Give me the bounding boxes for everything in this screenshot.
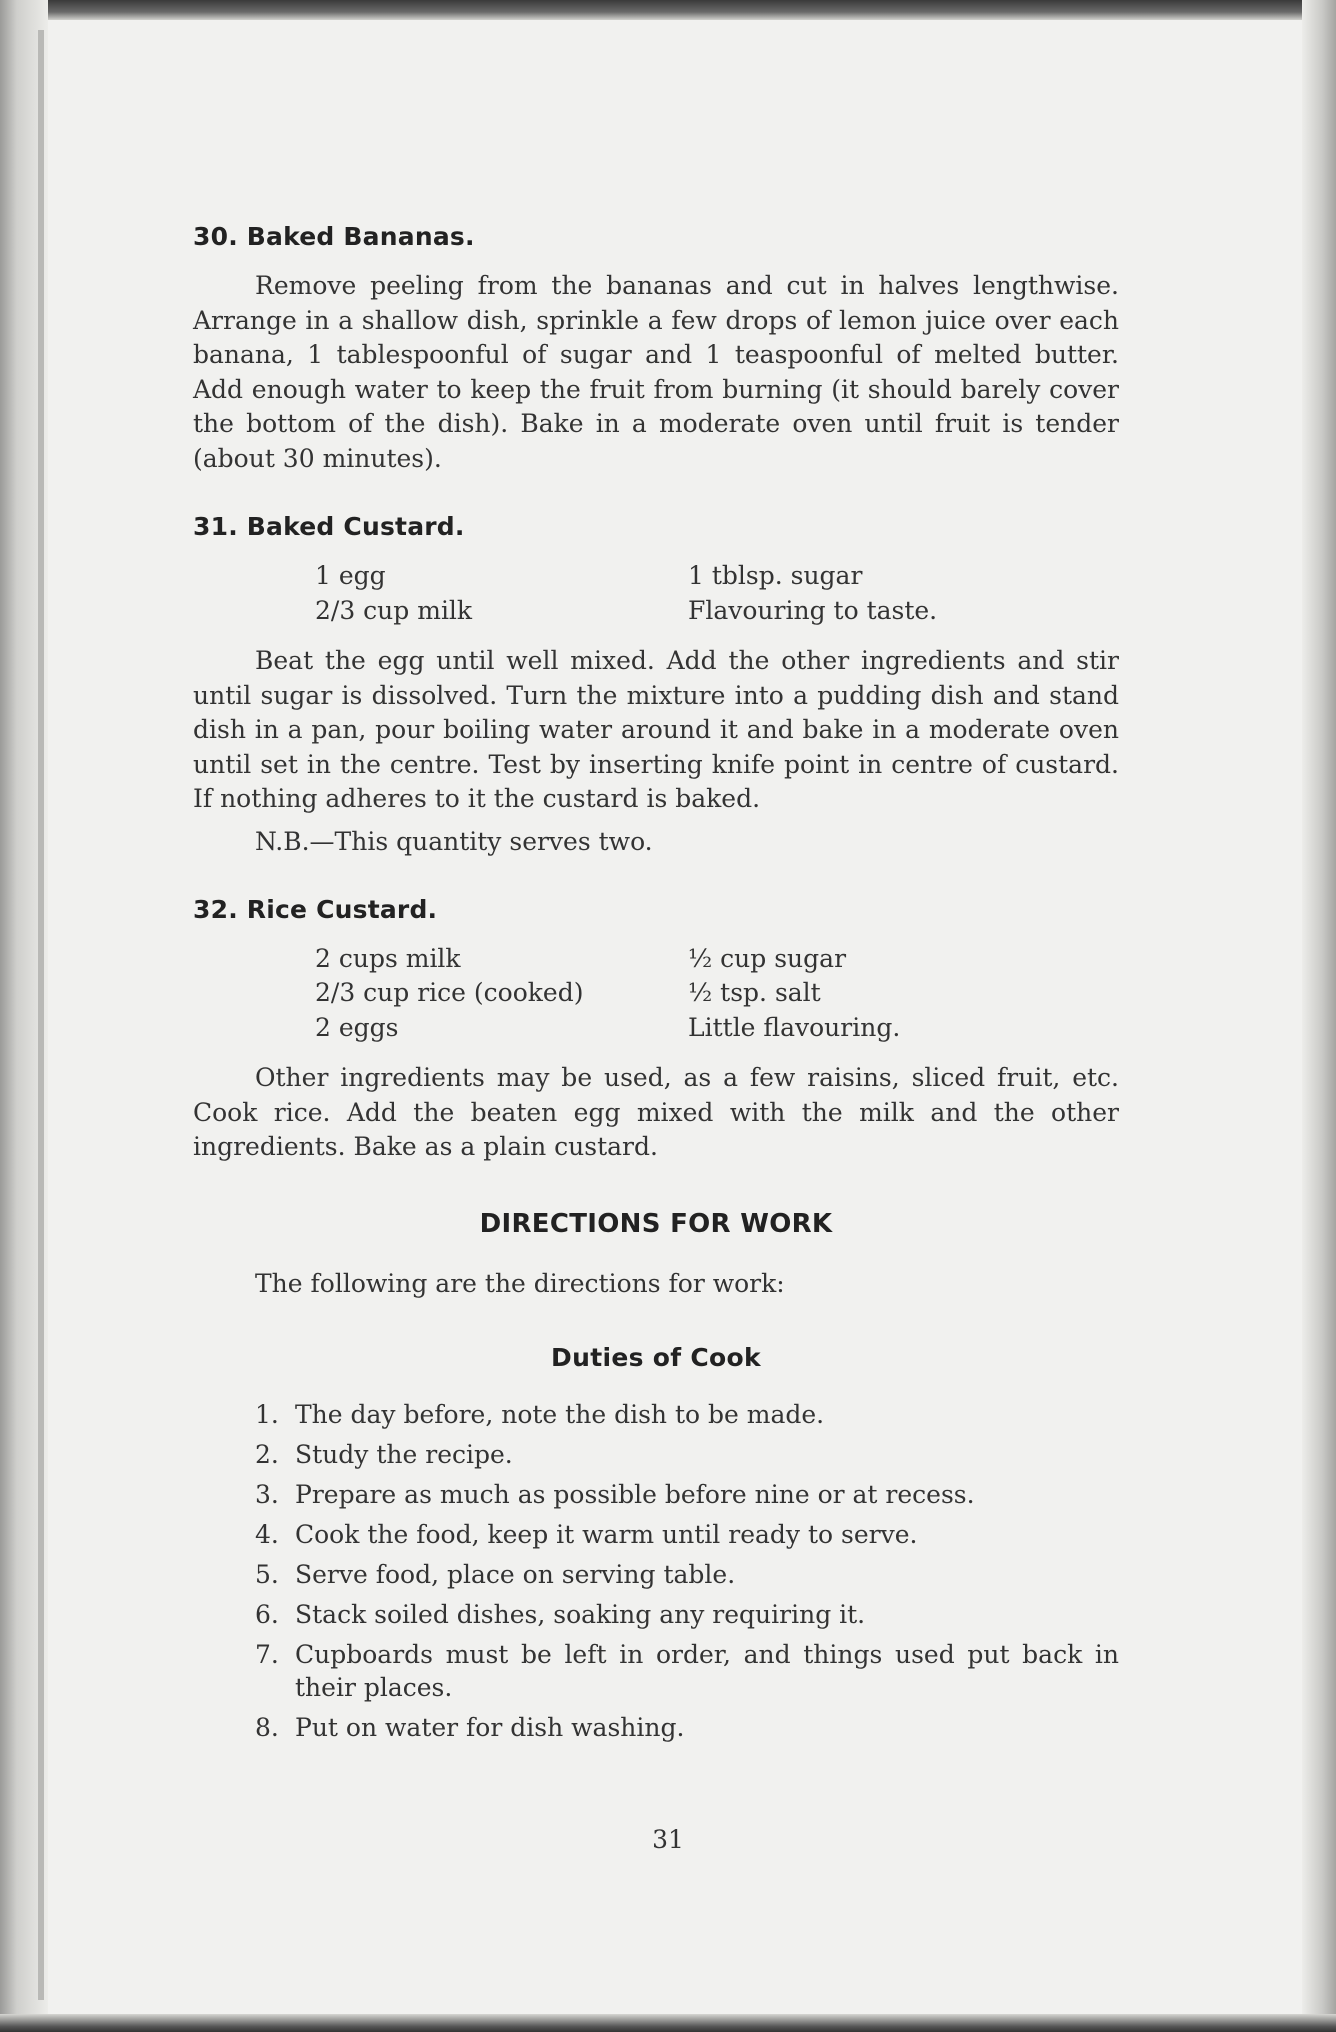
item-number: 1. [255, 1399, 279, 1429]
page-number: 31 [652, 1825, 684, 1854]
recipe-title: 31. Baked Custard. [193, 512, 465, 541]
duties-list [193, 1398, 1119, 1744]
item-text: Study the recipe. [295, 1439, 513, 1469]
ingredient: 2/3 cup rice (cooked) [315, 978, 584, 1007]
recipe-instructions: Other ingredients may be used, as a few raisins, sliced fruit, etc. Cook rice. Add the beaten egg mixed with the milk and the other ingredients. Bake as a plain custard. [193, 1063, 1119, 1161]
ingredient-list [315, 559, 1119, 628]
item-number: 2. [255, 1439, 279, 1469]
recipe-instructions: Remove peeling from the bananas and cut in halves lengthwise. Arrange in a shallow dish, sprinkle a few drops of lemon juice over each banana, 1 tablespoonful of sugar and 1 teaspoonful of melted butter. Add enough water to keep the fruit from burning (it should barely cover the bottom of the dish). Bake in a moderate oven until fruit is tender (about 30 minutes). [193, 271, 1119, 473]
duties-subtitle: Duties of Cook [551, 1342, 761, 1372]
ingredient: 1 tblsp. sugar [688, 561, 863, 590]
directions-section [193, 1209, 1119, 1744]
list-item [193, 1598, 1119, 1631]
recipe-baked-bananas [193, 222, 1119, 476]
ingredient: 2 eggs [315, 1012, 399, 1042]
item-number: 4. [255, 1519, 279, 1549]
recipe-rice-custard [193, 895, 1119, 1165]
directions-title: DIRECTIONS FOR WORK [479, 1208, 833, 1239]
list-item [193, 1518, 1119, 1551]
item-number: 8. [255, 1712, 279, 1742]
item-text: Cupboards must be left in order, and things used put back in their places. [295, 1639, 1119, 1702]
recipe-note: N.B.—This quantity serves two. [255, 826, 653, 856]
recipe-baked-custard [193, 512, 1119, 859]
list-item [193, 1398, 1119, 1431]
scan-border-bottom [0, 2014, 1336, 2032]
book-page [193, 222, 1119, 1751]
ingredient: 2/3 cup milk [315, 595, 473, 625]
recipe-title: 32. Rice Custard. [193, 894, 438, 924]
list-item [193, 1711, 1119, 1744]
item-number: 3. [255, 1479, 279, 1509]
list-item [193, 1558, 1119, 1591]
item-number: 5. [255, 1559, 279, 1589]
ingredient: ½ tsp. salt [688, 978, 821, 1007]
list-item [193, 1438, 1119, 1471]
item-text: Prepare as much as possible before nine or at recess. [295, 1479, 975, 1509]
item-text: Stack soiled dishes, soaking any requiring it. [295, 1599, 866, 1629]
ingredient-list [315, 942, 1119, 1046]
item-number: 6. [255, 1599, 279, 1629]
recipe-instructions: Beat the egg until well mixed. Add the other ingredients and stir until sugar is dissolved. Turn the mixture into a pudding dish and stand dish in a pan, pour boiling water around it and bake in a moderate oven until set in the centre. Test by inserting knife point in centre of custard. If nothing adheres to it the custard is baked. [193, 646, 1119, 813]
ingredient: Flavouring to taste. [688, 595, 938, 625]
item-text: Serve food, place on serving table. [295, 1559, 736, 1589]
recipe-title: 30. Baked Bananas. [193, 222, 475, 251]
item-text: Put on water for dish washing. [295, 1712, 685, 1742]
directions-intro: The following are the directions for work: [255, 1268, 785, 1298]
ingredient: 2 cups milk [315, 943, 461, 973]
item-number: 7. [255, 1639, 279, 1669]
item-text: Cook the food, keep it warm until ready to serve. [295, 1519, 918, 1549]
ingredient: ½ cup sugar [688, 943, 847, 973]
list-item [193, 1638, 1119, 1704]
ingredient: Little flavouring. [688, 1012, 901, 1042]
item-text: The day before, note the dish to be made. [295, 1399, 825, 1429]
scan-border-right [1302, 0, 1336, 2032]
scan-border-top [0, 0, 1336, 20]
list-item [193, 1478, 1119, 1511]
book-spine [38, 30, 44, 2000]
ingredient: 1 egg [315, 561, 386, 590]
